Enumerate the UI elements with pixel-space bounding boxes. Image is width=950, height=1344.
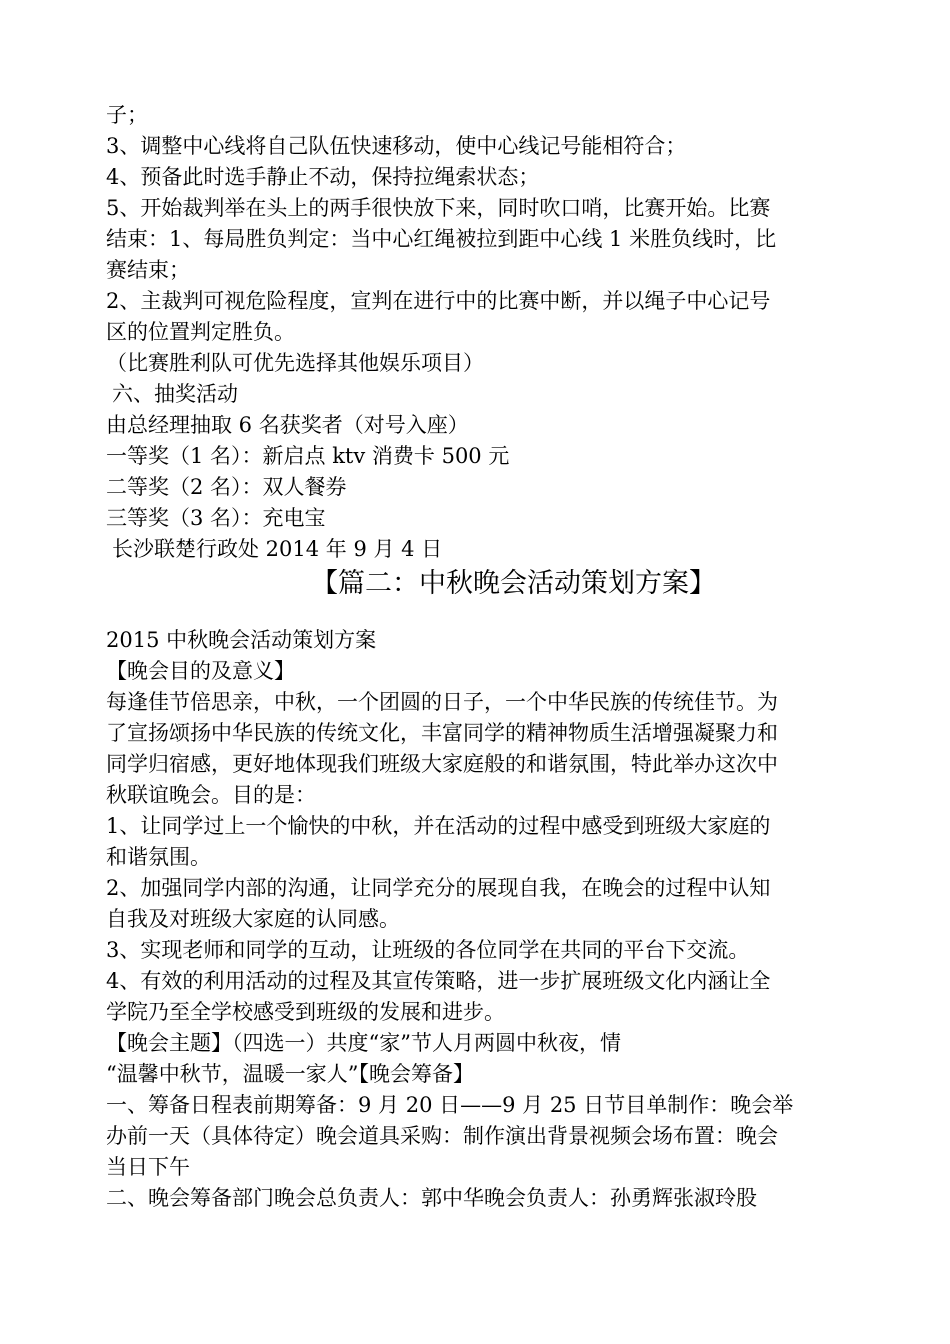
section-heading: 【晚会目的及意义】 (106, 659, 295, 683)
text-line: 秋联谊晚会。目的是： (106, 783, 316, 807)
text-line: 一等奖（1 名）：新启点 ktv 消费卡 500 元 (106, 444, 510, 468)
text-line: 赛结束； (106, 258, 190, 282)
text-line: 2、加强同学内部的沟通，让同学充分的展现自我，在晚会的过程中认知 (106, 876, 771, 900)
text-line: 三等奖（3 名）：充电宝 (106, 506, 326, 530)
text-line: 同学归宿感，更好地体现我们班级大家庭般的和谐氛围，特此举办这次中 (106, 752, 778, 776)
text-line: 3、实现老师和同学的互动，让班级的各位同学在共同的平台下交流。 (106, 938, 750, 962)
text-line: 3、调整中心线将自己队伍快速移动，使中心线记号能相符合； (106, 134, 687, 158)
signature-line: 长沙联楚行政处 2014 年 9 月 4 日 (112, 537, 443, 561)
text-line: 4、预备此时选手静止不动，保持拉绳索状态； (106, 165, 540, 189)
section-heading: 六、抽奖活动 (112, 382, 238, 406)
text-line: “温馨中秋节，温暖一家人”【晚会筹备】 (106, 1062, 474, 1086)
text-line: 4、有效的利用活动的过程及其宣传策略，进一步扩展班级文化内涵让全 (106, 969, 771, 993)
text-line: 学院乃至全学校感受到班级的发展和进步。 (106, 1000, 505, 1024)
text-line: 二、晚会筹备部门晚会总负责人：郭中华晚会负责人：孙勇辉张淑玲股 (106, 1186, 757, 1210)
document-page (106, 100, 866, 1214)
chapter-title: 【篇二：中秋晚会活动策划方案】 (311, 568, 716, 599)
text-line: 2015 中秋晚会活动策划方案 (106, 628, 377, 652)
text-line: 每逢佳节倍思亲，中秋，一个团圆的日子，一个中华民族的传统佳节。为 (106, 690, 778, 714)
text-line: 自我及对班级大家庭的认同感。 (106, 907, 400, 931)
text-line: 由总经理抽取 6 名获奖者（对号入座） (106, 413, 469, 437)
text-line: 2、主裁判可视危险程度，宣判在进行中的比赛中断，并以绳子中心记号 (106, 289, 771, 313)
text-line: 当日下午 (106, 1155, 190, 1179)
text-line: 【晚会主题】（四选一）共度“家”节人月两圆中秋夜，情 (106, 1031, 621, 1055)
text-line: （比赛胜利队可优先选择其他娱乐项目） (106, 351, 484, 375)
spacer (106, 603, 866, 625)
text-line: 1、让同学过上一个愉快的中秋，并在活动的过程中感受到班级大家庭的 (106, 814, 771, 838)
text-line: 5、开始裁判举在头上的两手很快放下来，同时吹口哨，比赛开始。比赛 (106, 196, 771, 220)
text-line: 子； (106, 103, 148, 127)
text-line: 办前一天（具体待定）晚会道具采购：制作演出背景视频会场布置：晚会 (106, 1124, 778, 1148)
text-line: 了宣扬颂扬中华民族的传统文化，丰富同学的精神物质生活增强凝聚力和 (106, 721, 778, 745)
text-line: 一、筹备日程表前期筹备：9 月 20 日——9 月 25 日节目单制作：晚会举 (106, 1093, 794, 1117)
text-line: 和谐氛围。 (106, 845, 211, 869)
text-line: 区的位置判定胜负。 (106, 320, 295, 344)
text-line: 二等奖（2 名）：双人餐券 (106, 475, 347, 499)
text-line: 结束：1、每局胜负判定：当中心红绳被拉到距中心线 1 米胜负线时，比 (106, 227, 777, 251)
